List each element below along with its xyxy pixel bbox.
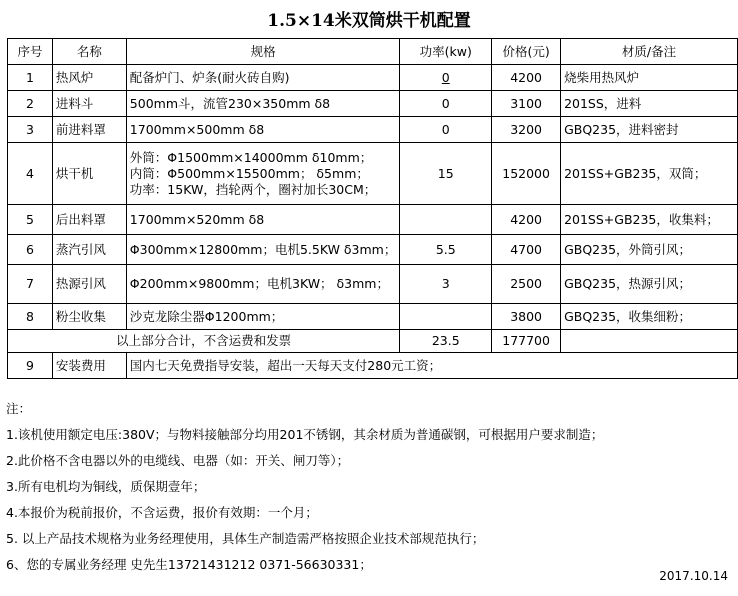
row-price: 3100 — [492, 91, 561, 117]
row-price: 3800 — [492, 304, 561, 330]
row-power: 15 — [400, 143, 492, 205]
notes-section — [6, 396, 603, 578]
row-name: 进料斗 — [52, 91, 126, 117]
header-price: 价格(元) — [492, 39, 561, 65]
row-power: 5.5 — [400, 235, 492, 265]
row-no: 1 — [8, 65, 53, 91]
table-row — [8, 143, 738, 205]
row-price: 3200 — [492, 117, 561, 143]
row-power: 0 — [400, 91, 492, 117]
row-no: 3 — [8, 117, 53, 143]
row-note: 201SS+GB235，收集料； — [561, 205, 738, 235]
install-name: 安装费用 — [52, 353, 126, 379]
header-power: 功率(kw) — [400, 39, 492, 65]
spec-line-power: 功率：15KW，挡轮两个，圈衬加长30CM； — [129, 181, 377, 197]
note-item: 4.本报价为税前报价，不含运费，报价有效期：一个月； — [6, 505, 318, 520]
row-note: 烧柴用热风炉 — [561, 65, 738, 91]
row-price: 4700 — [492, 235, 561, 265]
summary-row — [8, 330, 738, 353]
table-row — [8, 304, 738, 330]
row-name: 烘干机 — [52, 143, 126, 205]
row-spec: 1700mm×520mm δ8 — [126, 205, 400, 235]
summary-price: 177700 — [492, 330, 561, 353]
row-no: 6 — [8, 235, 53, 265]
install-no: 9 — [8, 353, 53, 379]
summary-label: 以上部分合计，不含运费和发票 — [8, 330, 400, 353]
config-table — [7, 38, 738, 379]
row-name: 蒸汽引风 — [52, 235, 126, 265]
install-desc: 国内七天免费指导安装，超出一天每天支付280元工资； — [126, 353, 737, 379]
row-note: GBQ235，收集细粉； — [561, 304, 738, 330]
row-no: 2 — [8, 91, 53, 117]
spec-line-outer-tube: 外筒：Φ1500mm×14000mm δ10mm； — [129, 149, 373, 165]
table-row — [8, 117, 738, 143]
row-name: 热风炉 — [52, 65, 126, 91]
row-spec: 1700mm×500mm δ8 — [126, 117, 400, 143]
table-row — [8, 91, 738, 117]
row-name: 前进料罩 — [52, 117, 126, 143]
row-no: 7 — [8, 265, 53, 304]
summary-note — [561, 330, 738, 353]
row-power — [400, 65, 492, 91]
row-note: GBQ235，进料密封 — [561, 117, 738, 143]
document-title: 1.5×14米双筒烘干机配置 — [267, 11, 471, 31]
row-note: 201SS，进料 — [561, 91, 738, 117]
row-price: 2500 — [492, 265, 561, 304]
table-row — [8, 65, 738, 91]
note-item: 6、您的专属业务经理 史先生13721431212 0371-56630331； — [6, 557, 372, 572]
note-item: 2.此价格不含电器以外的电缆线、电器（如：开关、闸刀等）； — [6, 453, 350, 468]
row-note: 201SS+GB235，双筒； — [561, 143, 738, 205]
table-header-row — [8, 39, 738, 65]
spec-line-inner-tube: 内筒：Φ500mm×15500mm； δ5mm； — [129, 165, 369, 181]
row-price: 4200 — [492, 65, 561, 91]
row-no: 8 — [8, 304, 53, 330]
row-name: 粉尘收集 — [52, 304, 126, 330]
table-row — [8, 235, 738, 265]
row-spec: 沙克龙除尘器Φ1200mm； — [126, 304, 400, 330]
row-power — [400, 205, 492, 235]
table-row — [8, 205, 738, 235]
header-note: 材质/备注 — [561, 39, 738, 65]
header-name: 名称 — [52, 39, 126, 65]
row-spec: Φ300mm×12800mm；电机5.5KW δ3mm； — [126, 235, 400, 265]
table-row — [8, 265, 738, 304]
row-price: 152000 — [492, 143, 561, 205]
notes-heading: 注： — [6, 401, 32, 416]
row-note: GBQ235，外筒引风； — [561, 235, 738, 265]
row-name: 后出料罩 — [52, 205, 126, 235]
document-date: 2017.10.14 — [659, 569, 728, 583]
row-power — [400, 304, 492, 330]
note-item: 3.所有电机均为铜线，质保期壹年； — [6, 479, 206, 494]
row-power: 3 — [400, 265, 492, 304]
row-spec: 配备炉门、炉条(耐火砖自购) — [126, 65, 400, 91]
row-spec: 500mm斗，流管230×350mm δ8 — [126, 91, 400, 117]
row-price: 4200 — [492, 205, 561, 235]
header-no: 序号 — [8, 39, 53, 65]
row-spec — [126, 143, 400, 205]
note-item: 5. 以上产品技术规格为业务经理使用，具体生产制造需严格按照企业技术部规范执行； — [6, 531, 485, 546]
install-row — [8, 353, 738, 379]
row-no: 5 — [8, 205, 53, 235]
row-power-value: 0 — [441, 69, 450, 85]
row-power: 0 — [400, 117, 492, 143]
summary-power: 23.5 — [400, 330, 492, 353]
row-note: GBQ235，热源引风； — [561, 265, 738, 304]
row-spec: Φ200mm×9800mm；电机3KW； δ3mm； — [126, 265, 400, 304]
row-no: 4 — [8, 143, 53, 205]
note-item: 1.该机使用额定电压:380V；与物料接触部分均用201不锈钢，其余材质为普通碳钢，可根据用户要求制造； — [6, 427, 604, 442]
row-name: 热源引风 — [52, 265, 126, 304]
header-spec: 规格 — [126, 39, 400, 65]
